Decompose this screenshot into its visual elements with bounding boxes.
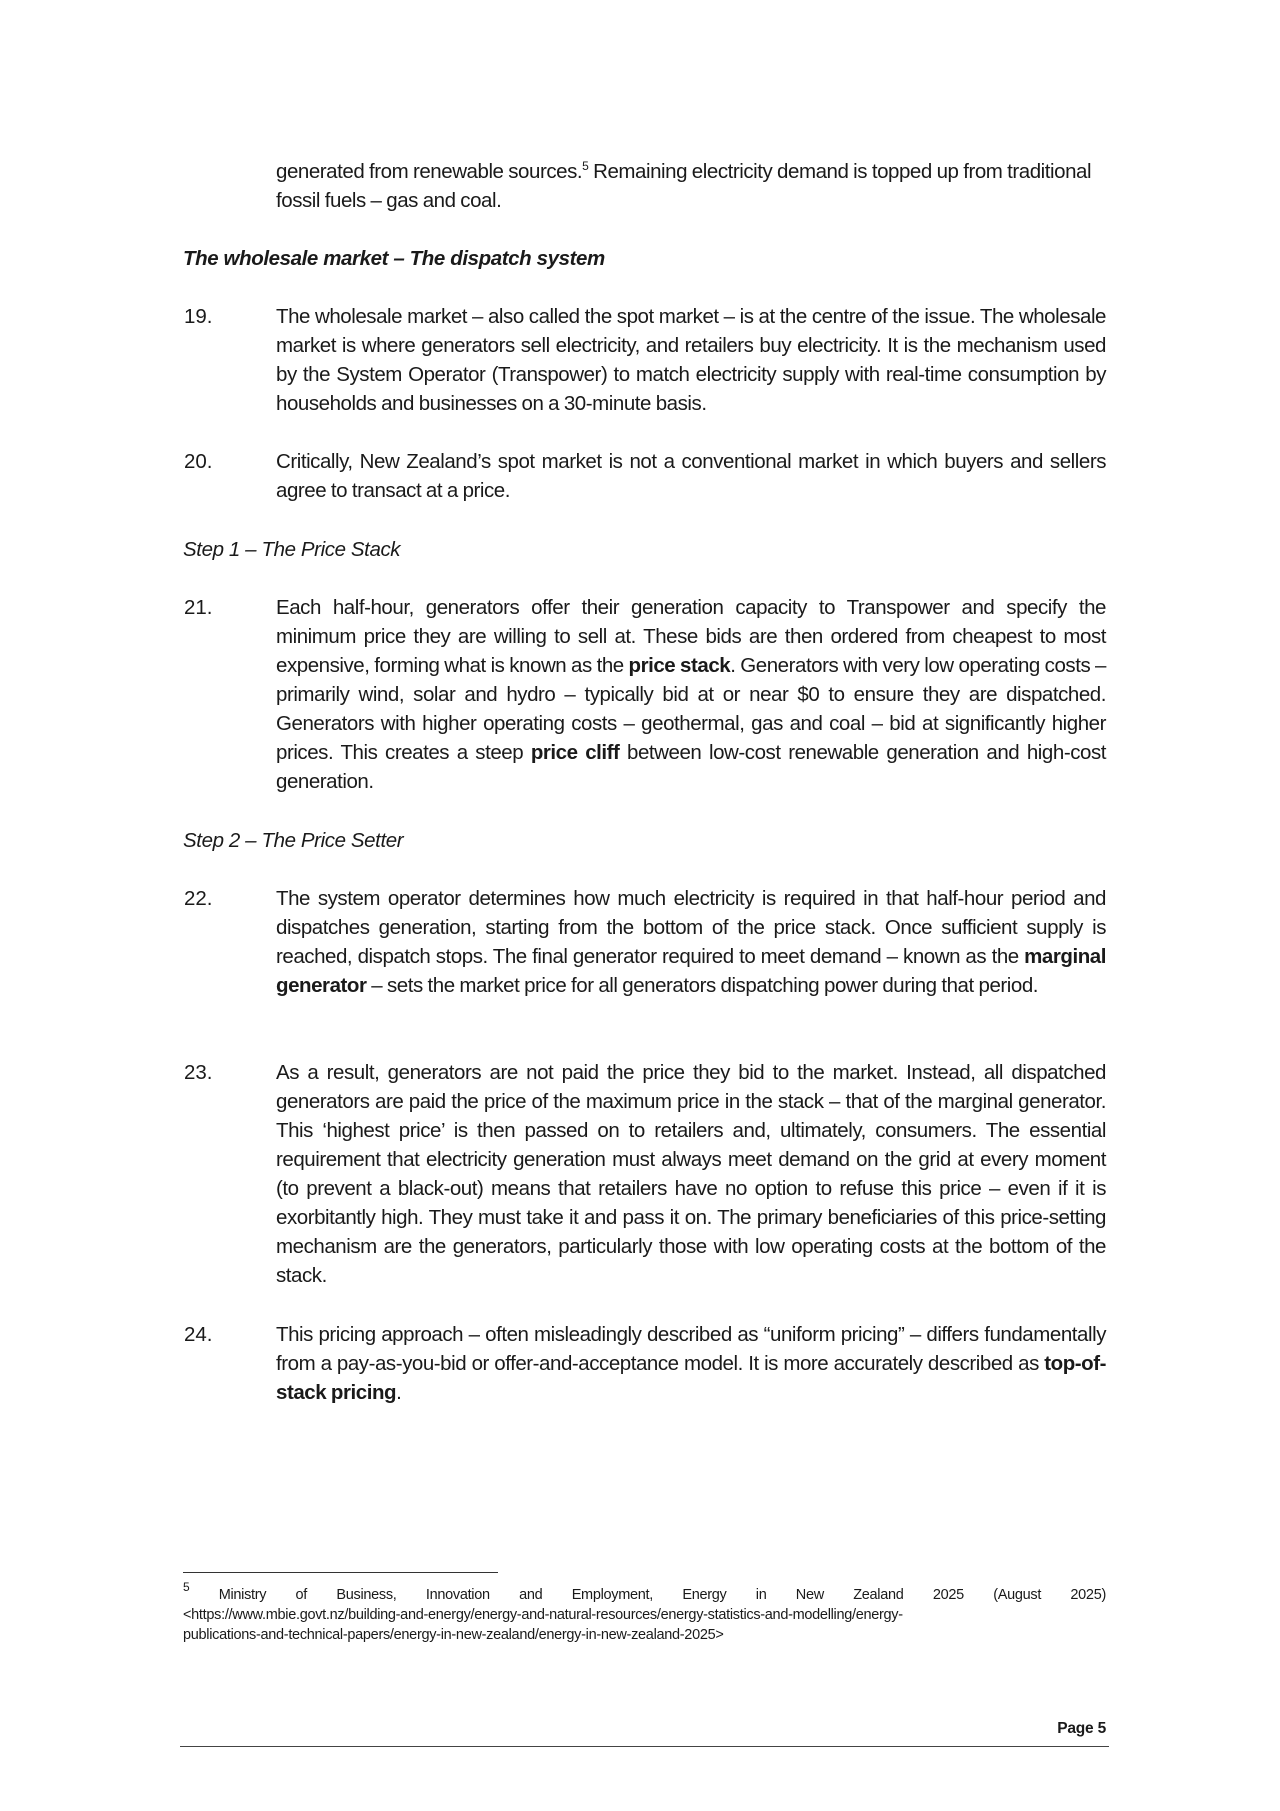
paragraph-text: . Generators with very low operating costs – primarily wind, solar and hydro – typically bid at or near $0 to ensure they are dispatched. Generators with higher operating costs – geothermal, gas and coal – bid at significantly higher prices. This creates a steep [276, 654, 1106, 764]
paragraph-text: . [396, 1381, 402, 1404]
footnote-word: and [519, 1587, 543, 1603]
paragraph-text: This pricing approach – often misleadingly described as “uniform pricing” – differs fundamentally from a pay-as-you-bid or offer-and-acceptance model. It is more accurately described as [276, 1323, 1106, 1375]
paragraph-number: 19. [184, 305, 213, 328]
paragraph-21 [276, 593, 1106, 796]
footnote-word: in [755, 1587, 767, 1603]
subheading-step-1: Step 1 – The Price Stack [183, 538, 401, 561]
footnote-word: Innovation [425, 1587, 490, 1603]
bold-term: price cliff [530, 741, 620, 764]
paragraph-text: – sets the market price for all generators dispatching power during that period. [366, 974, 1039, 997]
paragraph-22 [276, 884, 1106, 1000]
footnote-word: 2025 [932, 1587, 964, 1603]
footnote-separator [183, 1572, 498, 1573]
paragraph-text: The wholesale market – also called the spot market – is at the centre of the issue. The wholesale market is where generators sell electricity, and retailers buy electricity. It is the mechanism used by the System Operator (Transpower) to match electricity supply with real-time consumption by households and businesses on a 30-minute basis. [276, 305, 1106, 415]
paragraph-number: 22. [184, 887, 213, 910]
footnote-word: Zealand [853, 1587, 904, 1603]
paragraph-20 [276, 447, 1106, 505]
section-heading: The wholesale market – The dispatch system [183, 247, 605, 270]
paragraph-23 [276, 1058, 1106, 1290]
footnote-word: Energy [682, 1587, 727, 1603]
continuation-text: generated from renewable sources. [276, 160, 583, 183]
paragraph-24 [276, 1320, 1106, 1407]
footnote-word: of [295, 1587, 308, 1603]
paragraph-number: 23. [184, 1061, 213, 1084]
paragraph-text: Critically, New Zealand’s spot market is not a conventional market in which buyers and sellers agree to transact at a price. [276, 450, 1106, 502]
footnote-word: Employment, [571, 1587, 654, 1603]
footer-rule [180, 1746, 1109, 1747]
footnote-word: New [795, 1587, 824, 1603]
footnote-first-line [183, 1580, 1106, 1605]
paragraph-text: The system operator determines how much electricity is required in that half-hour period and dispatches generation, starting from the bottom of the price stack. Once sufficient supply is reached, dispatch stops. The final generator required to meet demand – known as the [276, 887, 1106, 968]
paragraph-number: 20. [184, 450, 213, 473]
paragraph-number: 21. [184, 596, 213, 619]
paragraph-19 [276, 302, 1106, 418]
footnote-word: Ministry [218, 1587, 267, 1603]
footnote-url-line-2[interactable]: publications-and-technical-papers/energy-in-new-zealand/energy-in-new-zealand-2025> [183, 1627, 724, 1643]
paragraph-text: Each half-hour, generators offer their generation capacity to Transpower and specify the minimum price they are willing to sell at. These bids are then ordered from cheapest to most expensive, forming what is known as the [276, 596, 1106, 677]
continuation-text-end: Remaining electricity demand is topped up from traditional fossil fuels – gas and coal. [276, 160, 1092, 212]
bold-term: price stack [628, 654, 731, 677]
bold-term: top-of-stack pricing [276, 1352, 1106, 1404]
subheading-step-2: Step 2 – The Price Setter [183, 829, 404, 852]
bold-term: marginal generator [276, 945, 1106, 997]
footnote-word: 2025) [1070, 1587, 1106, 1603]
continuation-paragraph [276, 157, 1106, 215]
footnote-word: (August [993, 1587, 1042, 1603]
footnote-reference[interactable]: 5 [582, 159, 589, 173]
paragraph-text: As a result, generators are not paid the price they bid to the market. Instead, all dispatched generators are paid the price of the maximum price in the stack – that of the marginal generator. This ‘highest price’ is then passed on to retailers and, ultimately, consumers. The essential requirement that electricity generation must always meet demand on the grid at every moment (to prevent a black-out) means that retailers have no option to refuse this price – even if it is exorbitantly high. They must take it and pass it on. The primary beneficiaries of this price-setting mechanism are the generators, particularly those with low operating costs at the bottom of the stack. [276, 1061, 1106, 1287]
footnote-word: Business, [336, 1587, 397, 1603]
footnote-url-line-1[interactable]: <https://www.mbie.govt.nz/building-and-energy/energy-and-natural-resources/energy-statistics-and-modelling/energy- [183, 1607, 903, 1623]
footnote-marker: 5 [183, 1580, 190, 1594]
page-number: Page 5 [1057, 1720, 1106, 1737]
paragraph-text: between low-cost renewable generation and high-cost generation. [276, 741, 1106, 793]
footnote [183, 1580, 1106, 1645]
paragraph-number: 24. [184, 1323, 213, 1346]
